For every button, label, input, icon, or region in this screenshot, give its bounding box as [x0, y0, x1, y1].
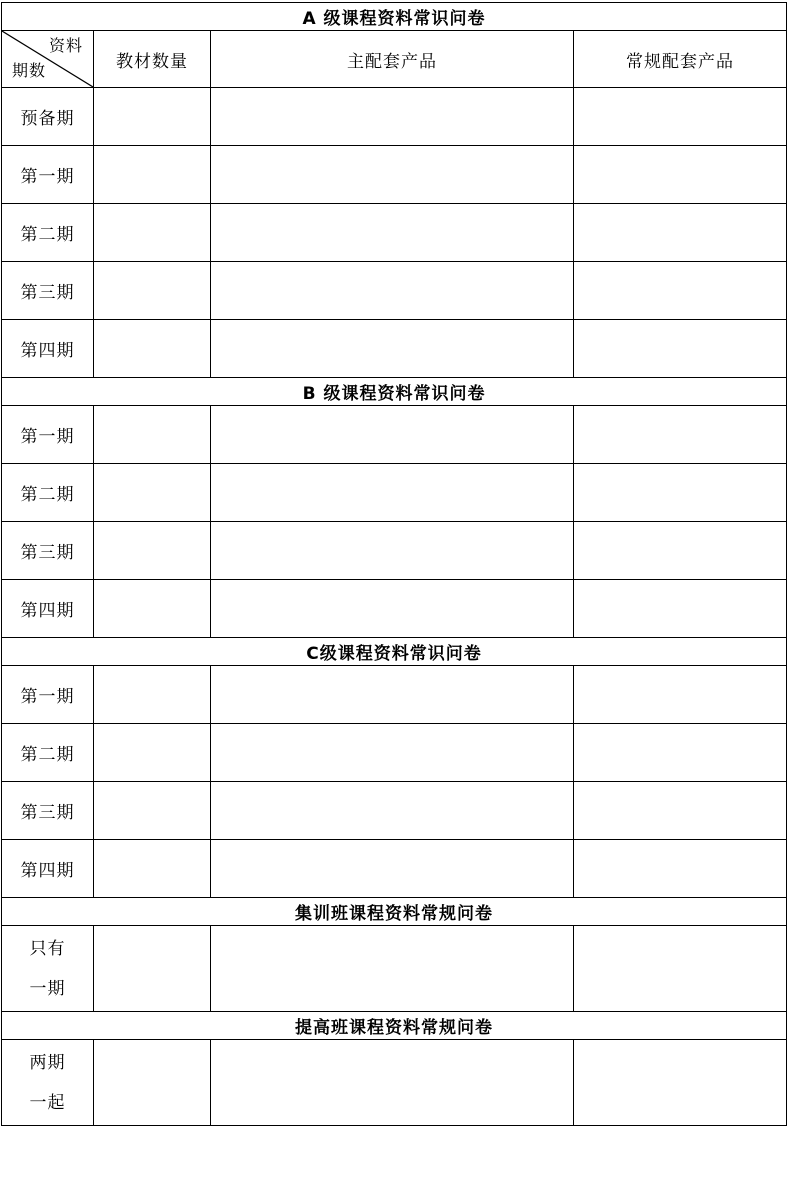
section-title-advanced: 提高班课程资料常规问卷: [2, 1012, 787, 1040]
main-product-cell[interactable]: [211, 88, 574, 146]
main-product-cell[interactable]: [211, 262, 574, 320]
main-product-cell[interactable]: [211, 204, 574, 262]
section-title-c: C级课程资料常识问卷: [2, 638, 787, 666]
regular-product-cell[interactable]: [574, 926, 787, 1012]
section-title-training: 集训班课程资料常规问卷: [2, 898, 787, 926]
period-label: [2, 926, 94, 1012]
table-row: [2, 926, 787, 1012]
count-cell[interactable]: [94, 88, 211, 146]
regular-product-cell[interactable]: [574, 1040, 787, 1126]
regular-product-cell[interactable]: [574, 406, 787, 464]
count-cell[interactable]: [94, 204, 211, 262]
table-row: [2, 146, 787, 204]
main-product-cell[interactable]: [211, 406, 574, 464]
table-row: [2, 88, 787, 146]
regular-product-cell[interactable]: [574, 88, 787, 146]
table-row: [2, 840, 787, 898]
regular-product-cell[interactable]: [574, 724, 787, 782]
section-title-a: A 级课程资料常识问卷: [2, 3, 787, 31]
table-row: [2, 1040, 787, 1126]
table-row: [2, 262, 787, 320]
table-row: [2, 782, 787, 840]
main-product-cell[interactable]: [211, 724, 574, 782]
regular-product-cell[interactable]: [574, 782, 787, 840]
table-row: [2, 724, 787, 782]
count-cell[interactable]: [94, 464, 211, 522]
main-product-cell[interactable]: [211, 666, 574, 724]
period-label: 第三期: [2, 262, 94, 320]
count-cell[interactable]: [94, 926, 211, 1012]
regular-product-cell[interactable]: [574, 840, 787, 898]
period-label-line: 一期: [29, 978, 66, 999]
table-row: [2, 522, 787, 580]
regular-product-cell[interactable]: [574, 464, 787, 522]
period-label: 第四期: [2, 320, 94, 378]
period-label: 第二期: [2, 204, 94, 262]
questionnaire-table: [1, 2, 787, 1126]
main-product-cell[interactable]: [211, 320, 574, 378]
period-label: 第一期: [2, 406, 94, 464]
period-label-line: 只有: [29, 938, 66, 959]
regular-product-cell[interactable]: [574, 666, 787, 724]
main-product-cell[interactable]: [211, 1040, 574, 1126]
period-label: 第三期: [2, 782, 94, 840]
period-label-line: 两期: [29, 1052, 66, 1073]
count-cell[interactable]: [94, 1040, 211, 1126]
count-cell[interactable]: [94, 782, 211, 840]
count-cell[interactable]: [94, 320, 211, 378]
period-label: 预备期: [2, 88, 94, 146]
corner-header-cell: [2, 31, 94, 88]
regular-product-cell[interactable]: [574, 204, 787, 262]
count-cell[interactable]: [94, 146, 211, 204]
regular-product-cell[interactable]: [574, 262, 787, 320]
main-product-cell[interactable]: [211, 464, 574, 522]
table-row: [2, 464, 787, 522]
period-label: 第一期: [2, 146, 94, 204]
regular-product-cell[interactable]: [574, 146, 787, 204]
main-product-cell[interactable]: [211, 146, 574, 204]
period-label-line: 一起: [29, 1092, 66, 1113]
period-label: 第四期: [2, 840, 94, 898]
main-product-cell[interactable]: [211, 580, 574, 638]
count-cell[interactable]: [94, 580, 211, 638]
period-label: 第一期: [2, 666, 94, 724]
main-product-cell[interactable]: [211, 840, 574, 898]
table-row: [2, 406, 787, 464]
regular-product-cell[interactable]: [574, 522, 787, 580]
count-cell[interactable]: [94, 666, 211, 724]
corner-label-period: 期数: [12, 61, 47, 80]
column-header-main-product: 主配套产品: [211, 31, 574, 88]
count-cell[interactable]: [94, 840, 211, 898]
period-label: 第二期: [2, 464, 94, 522]
count-cell[interactable]: [94, 522, 211, 580]
period-label: [2, 1040, 94, 1126]
main-product-cell[interactable]: [211, 782, 574, 840]
main-product-cell[interactable]: [211, 522, 574, 580]
table-row: [2, 320, 787, 378]
table-row: [2, 666, 787, 724]
count-cell[interactable]: [94, 724, 211, 782]
period-label: 第二期: [2, 724, 94, 782]
table-row: [2, 580, 787, 638]
corner-label-materials: 资料: [48, 36, 83, 55]
column-header-regular-product: 常规配套产品: [574, 31, 787, 88]
period-label: 第三期: [2, 522, 94, 580]
count-cell[interactable]: [94, 406, 211, 464]
main-product-cell[interactable]: [211, 926, 574, 1012]
period-label: 第四期: [2, 580, 94, 638]
count-cell[interactable]: [94, 262, 211, 320]
section-title-b: B 级课程资料常识问卷: [2, 378, 787, 406]
regular-product-cell[interactable]: [574, 580, 787, 638]
column-header-count: 教材数量: [94, 31, 211, 88]
table-row: [2, 204, 787, 262]
regular-product-cell[interactable]: [574, 320, 787, 378]
